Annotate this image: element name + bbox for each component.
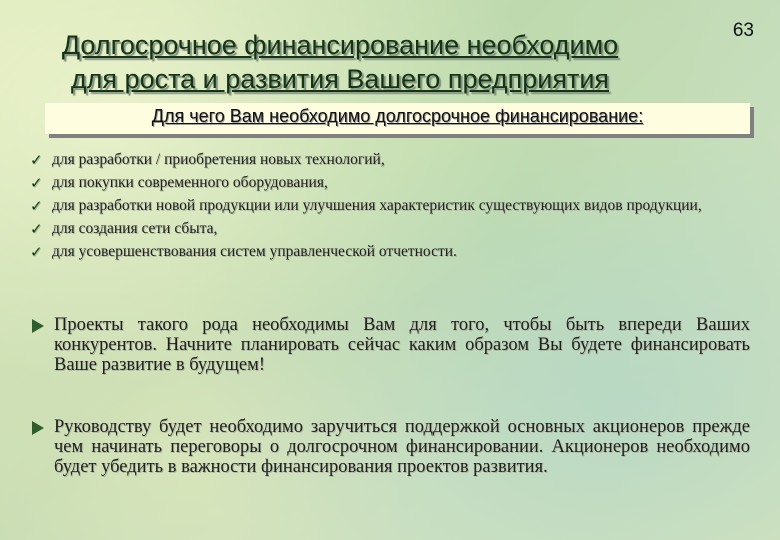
slide-title (20, 28, 660, 96)
checklist-item (30, 151, 750, 169)
bullet-list (30, 315, 750, 477)
subtitle-box (45, 103, 750, 134)
checklist-item (30, 174, 750, 192)
checkmark-icon: ✓ (30, 243, 43, 261)
checklist-item (30, 220, 750, 238)
page-number: 63 (732, 20, 754, 41)
bullet-item (30, 315, 750, 375)
title-line-1: Долгосрочное финансирование необходимо (61, 30, 619, 60)
checklist-item-text: для разработки новой продукции или улучшения характеристик существующих видов продукции, (52, 197, 702, 214)
checkmark-icon: ✓ (30, 220, 43, 238)
title-line-2: для роста и развития Вашего предприятия (70, 64, 610, 94)
checklist-item (30, 243, 750, 261)
checklist-item (30, 197, 750, 215)
checklist-item-text: для покупки современного оборудования, (52, 174, 328, 191)
checklist (30, 151, 750, 266)
subtitle-text: Для чего Вам необходимо долгосрочное финансирование: (151, 106, 644, 126)
bullet-item (30, 417, 750, 477)
checklist-item-text: для создания сети сбыта, (52, 220, 218, 237)
checklist-item-text: для разработки / приобретения новых технологий, (52, 151, 385, 168)
bullet-item-text: Проекты такого рода необходимы Вам для того, чтобы быть впереди Ваших конкурентов. Начните планировать сейчас каким образом Вы будете финансировать Ваше развитие в будущем! (54, 315, 750, 375)
checklist-item-text: для усовершенствования систем управленческой отчетности. (52, 243, 457, 260)
checkmark-icon: ✓ (30, 197, 43, 215)
arrow-right-icon (32, 319, 44, 333)
arrow-right-icon (32, 421, 44, 435)
checkmark-icon: ✓ (30, 151, 43, 169)
bullet-item-text: Руководству будет необходимо заручиться поддержкой основных акционеров прежде чем начинать переговоры о долгосрочном финансировании. Акционеров необходимо будет убедить в важности финансирования проектов развития. (54, 417, 750, 477)
checkmark-icon: ✓ (30, 174, 43, 192)
